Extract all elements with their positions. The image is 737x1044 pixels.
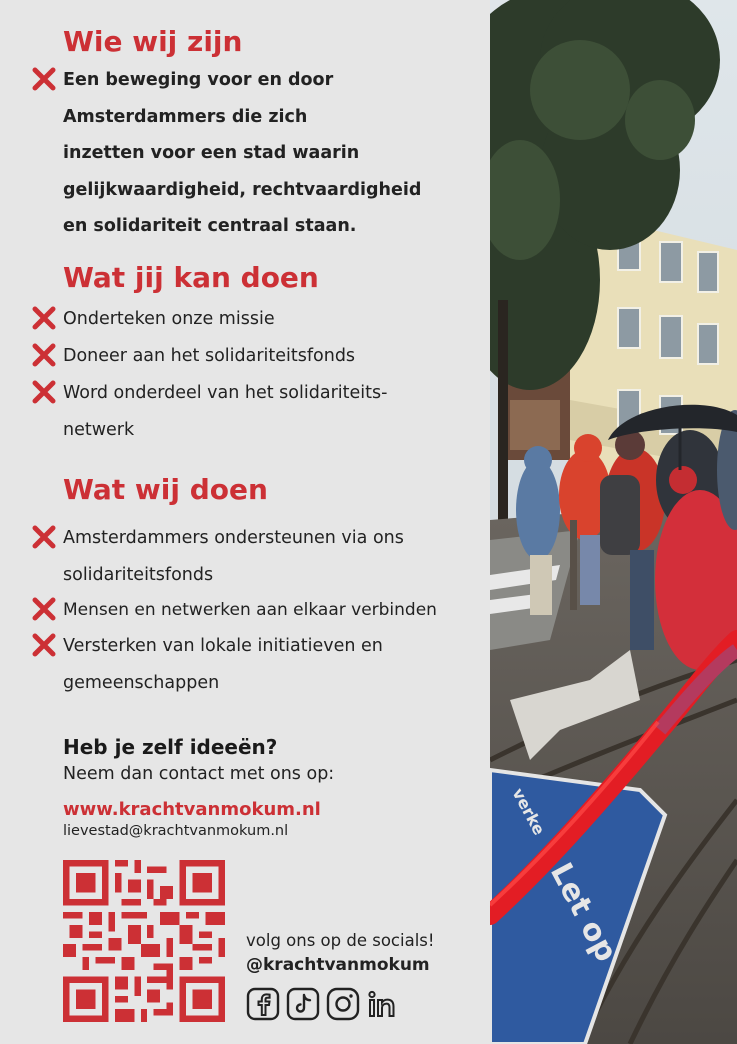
who-line: inzetten voor een stad waarin [63,143,360,163]
item-text: Doneer aan het solidariteitsfonds [63,346,356,366]
heading-who: Wie wij zijn [63,25,243,58]
contact-question: Heb je zelf ideeën? [63,735,278,759]
list-item [31,628,486,701]
social-icons [246,987,400,1021]
linkedin-icon[interactable] [366,987,400,1021]
heading-can-do: Wat jij kan doen [63,261,319,294]
sign-text-small: verke [508,784,549,839]
tiktok-icon[interactable] [286,987,320,1021]
item-text: Word onderdeel van het solidariteits- [63,383,388,403]
cross-icon [31,379,57,405]
protest-photo [490,0,737,1044]
who-line: en solidariteit centraal staan. [63,216,357,236]
cross-icon [31,596,57,622]
item-text: solidariteitsfonds [63,564,214,585]
who-item [31,62,486,245]
item-text: Amsterdammers ondersteunen via ons [63,528,404,548]
list-item [31,592,486,629]
list-item [31,520,486,593]
instagram-icon[interactable] [326,987,360,1021]
social-handle[interactable]: @krachtvanmokum [246,955,430,975]
item-text: Versterken van lokale initiatieven en [63,636,383,656]
follow-text: volg ons op de socials! [246,931,435,950]
cross-icon [31,342,57,368]
who-line: Een beweging voor en door [63,70,334,90]
item-text: netwerk [63,419,135,440]
qr-code[interactable] [63,860,225,1022]
heading-we-do: Wat wij doen [63,473,268,506]
who-line: Amsterdammers die zich [63,106,308,127]
contact-subtitle: Neem dan contact met ons op: [63,764,335,784]
item-text: Mensen en netwerken aan elkaar verbinden [63,600,437,620]
list-item [31,301,486,338]
list-item [31,338,486,375]
cross-icon [31,66,57,92]
sign-text: Let op [542,857,624,968]
cross-icon [31,305,57,331]
cross-icon [31,524,57,550]
item-text: gemeenschappen [63,672,220,693]
cross-icon [31,632,57,658]
email-link[interactable]: lievestad@krachtvanmokum.nl [63,823,289,839]
facebook-icon[interactable] [246,987,280,1021]
list-item [31,375,486,448]
who-line: gelijkwaardigheid, rechtvaardigheid [63,179,422,200]
item-text: Onderteken onze missie [63,309,275,329]
website-link[interactable]: www.krachtvanmokum.nl [63,799,321,820]
